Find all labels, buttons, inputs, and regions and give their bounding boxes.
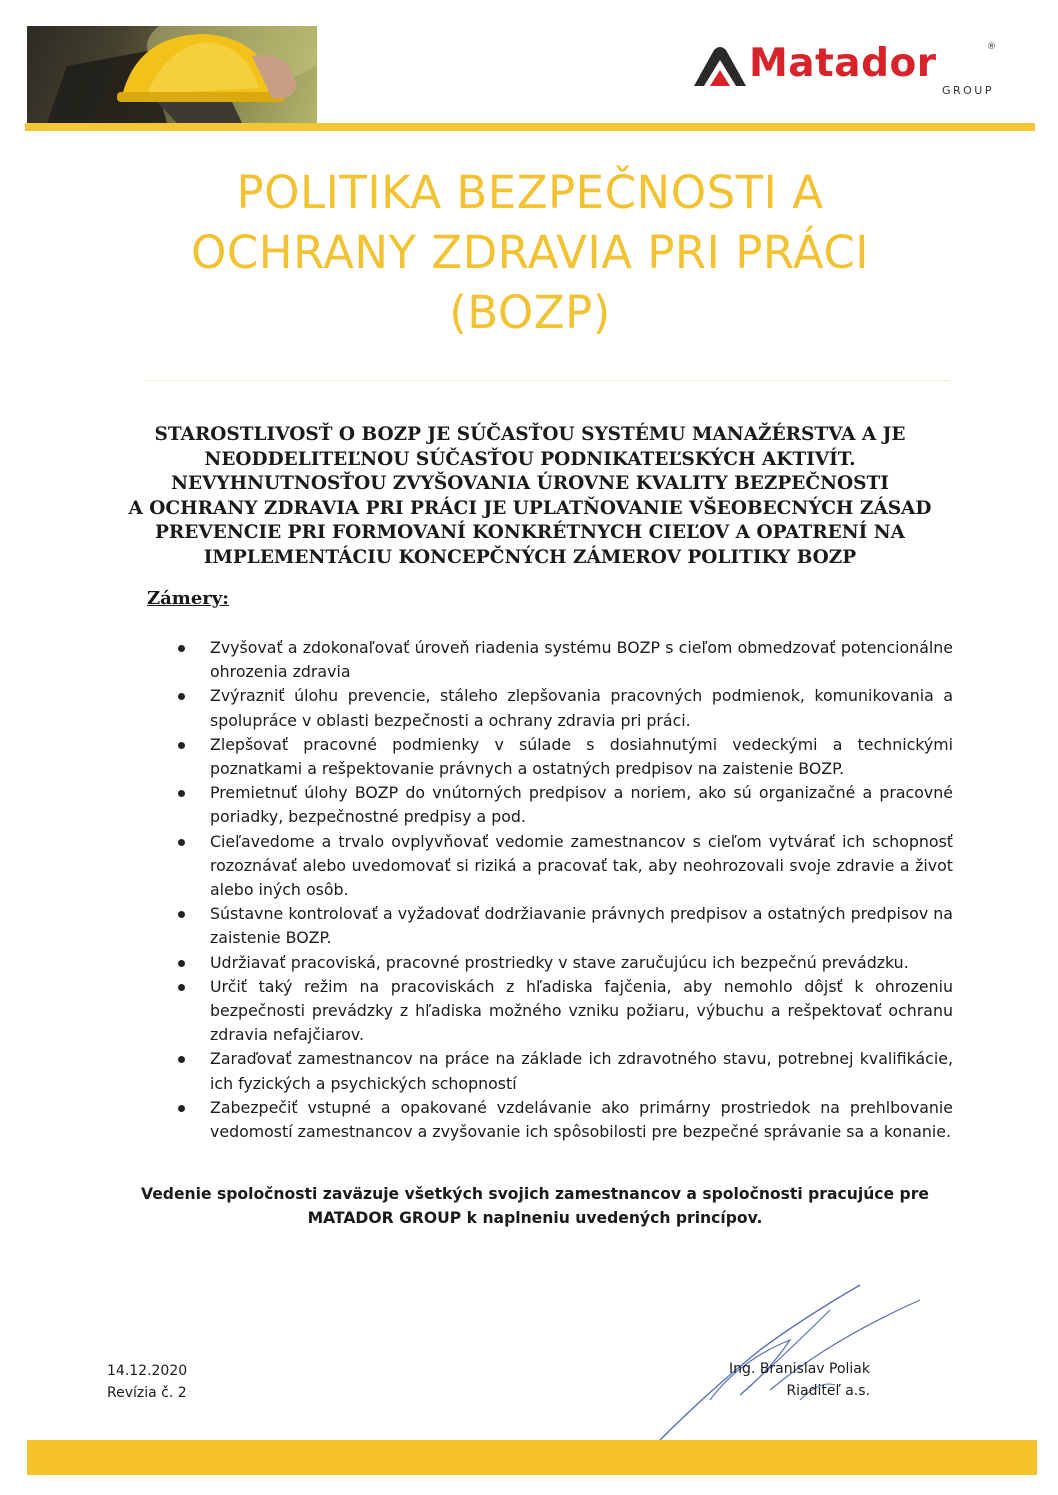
- intro-line: IMPLEMENTÁCIU KONCEPČNÝCH ZÁMEROV POLITIKY BOZP: [203, 546, 857, 568]
- list-item-text: Zaraďovať zamestnancov na práce na základe ich zdravotného stavu, potrebnej kvalifikácie, ich fyzických a psychických schopností: [210, 1049, 953, 1093]
- bottom-accent-band: [27, 1440, 1037, 1475]
- matador-mountain-icon: [692, 44, 748, 88]
- closing-line: MATADOR GROUP k naplneniu uvedených princípov.: [307, 1209, 763, 1227]
- signatory-role: Riaditeľ a.s.: [786, 1383, 870, 1399]
- title-line: OCHRANY ZDRAVIA PRI PRÁCI: [190, 226, 870, 279]
- document-title: [80, 163, 980, 343]
- list-item: [175, 1047, 953, 1095]
- list-item: [175, 975, 953, 1048]
- document-date: 14.12.2020: [107, 1363, 188, 1379]
- revision-number: Revízia č. 2: [107, 1385, 187, 1401]
- hard-hat-photo-icon: [27, 26, 317, 123]
- title-line: (BOZP): [449, 286, 611, 339]
- list-item-text: Cieľavedome a trvalo ovplyvňovať vedomie zamestnancov s cieľom vytvárať ich schopnosť rozoznávať alebo uvedomovať si riziká a pracovať tak, aby neohrozovali svoje zdravie a život alebo iných osôb.: [210, 831, 953, 900]
- signatory-block: [700, 1358, 870, 1402]
- list-item-text: Zvyšovať a zdokonaľovať úroveň riadenia systému BOZP s cieľom obmedzovať potencionálne ohrozenia zdravia: [210, 638, 953, 682]
- bullet-icon: [178, 693, 185, 700]
- bullet-icon: [178, 984, 185, 991]
- top-accent-band: [25, 123, 1035, 131]
- list-item: [175, 1096, 953, 1144]
- list-item-text: Určiť taký režim na pracoviskách z hľadiska fajčenia, aby nemohlo dôjsť k ohrozeniu bezpečnosti prevádzky z hľadiska možného vzniku požiaru, výbuchu a rešpektovať ochranu zdravia nefajčiarov.: [210, 976, 953, 1045]
- bullet-icon: [178, 911, 185, 918]
- logo-registered-mark: ®: [987, 42, 996, 52]
- date-block: [107, 1360, 187, 1404]
- list-item: [175, 830, 953, 903]
- intro-line: STAROSTLIVOSŤ O BOZP JE SÚČASŤOU SYSTÉMU MANAŽÉRSTVA A JE: [154, 424, 906, 445]
- section-heading: Zámery:: [147, 588, 229, 609]
- list-item-text: Zvýrazniť úlohu prevencie, stáleho zlepšovania pracovných podmienok, komunikovania a spolupráce v oblasti bezpečnosti a ochrany zdravia pri práci.: [210, 686, 953, 730]
- goals-list: [175, 636, 953, 1144]
- signatory-name: Ing. Branislav Poliak: [729, 1361, 870, 1377]
- bullet-icon: [178, 1056, 185, 1063]
- list-item: [175, 951, 953, 975]
- title-line: POLITIKA BEZPEČNOSTI A: [236, 166, 824, 219]
- list-item: [175, 781, 953, 829]
- list-item: [175, 902, 953, 950]
- bullet-icon: [178, 1105, 185, 1112]
- intro-line: PREVENCIE PRI FORMOVANÍ KONKRÉTNYCH CIEĽOV A OPATRENÍ NA: [155, 522, 905, 544]
- list-item-text: Premietnuť úlohy BOZP do vnútorných predpisov a noriem, ako sú organizačné a pracovné poriadky, bezpečnostné predpisy a pod.: [210, 783, 953, 827]
- list-item-text: Zabezpečiť vstupné a opakované vzdelávanie ako primárny prostriedok na prehlbovanie vedomostí zamestnancov a zvyšovanie ich spôsobilosti pre bezpečné správanie sa a konanie.: [210, 1097, 953, 1142]
- intro-statement: [120, 423, 940, 571]
- list-item-text: Sústavne kontrolovať a vyžadovať dodržiavanie právnych predpisov a ostatných predpisov na zaistenie BOZP.: [210, 904, 953, 948]
- list-item-text: Zlepšovať pracovné podmienky v súlade s dosiahnutými vedeckými a technickými poznatkami a rešpektovanie právnych a ostatných predpisov na zaistenie BOZP.: [210, 734, 953, 779]
- intro-line: A OCHRANY ZDRAVIA PRI PRÁCI JE UPLATŇOVANIE VŠEOBECNÝCH ZÁSAD: [128, 497, 932, 519]
- list-item-text: Udržiavať pracoviská, pracovné prostriedky v stave zaručujúcu ich bezpečnú prevádzku.: [210, 952, 909, 972]
- logo-wordmark: Matador: [749, 41, 937, 86]
- bullet-icon: [178, 790, 185, 797]
- list-item: [175, 733, 953, 781]
- intro-line: NEODDELITEĽNOU SÚČASŤOU PODNIKATEĽSKÝCH AKTIVÍT.: [204, 448, 856, 470]
- list-item: [175, 684, 953, 732]
- matador-logo: [682, 40, 1002, 100]
- bullet-icon: [178, 960, 185, 967]
- bullet-icon: [178, 645, 185, 652]
- bullet-icon: [178, 742, 185, 749]
- intro-line: NEVYHNUTNOSŤOU ZVYŠOVANIA ÚROVNE KVALITY BEZPEČNOSTI: [171, 473, 889, 495]
- bullet-icon: [178, 839, 185, 846]
- header-photo: [27, 26, 317, 123]
- logo-group-label: GROUP: [941, 84, 994, 97]
- closing-statement: [140, 1182, 930, 1230]
- title-divider: [145, 380, 950, 381]
- closing-line: Vedenie spoločnosti zaväzuje všetkých svojich zamestnancov a spoločnosti pracujúce pre: [140, 1185, 929, 1203]
- list-item: [175, 636, 953, 684]
